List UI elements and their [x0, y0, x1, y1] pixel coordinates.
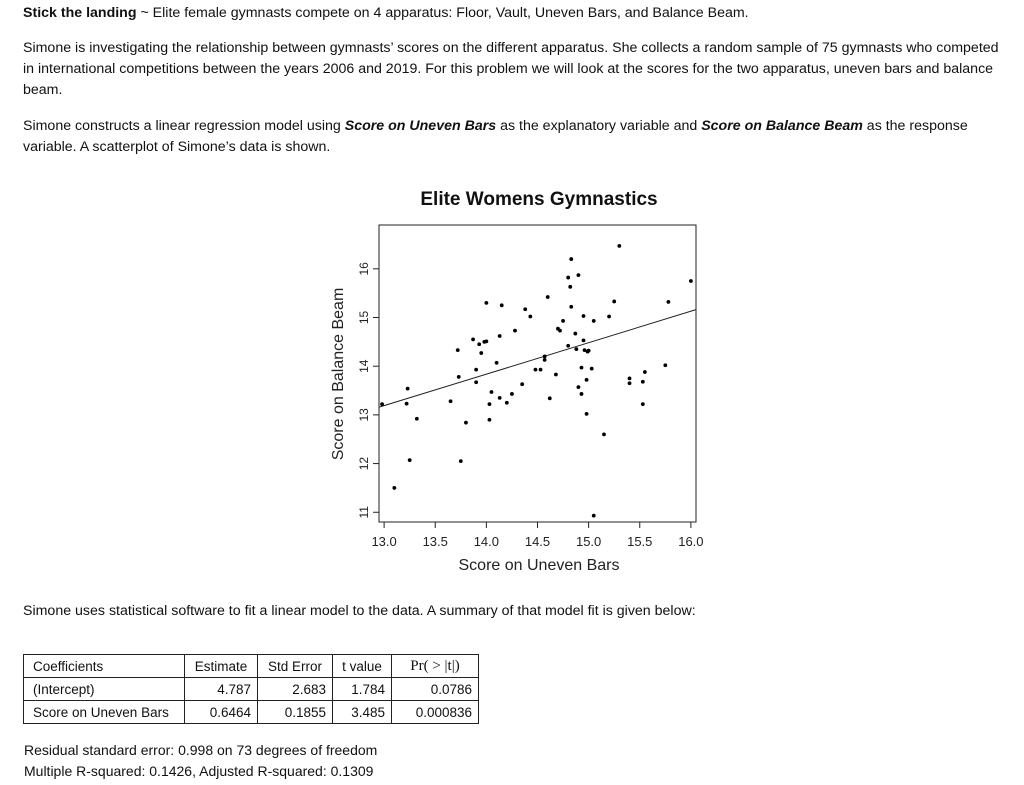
x-tick-label: 13.0 [371, 534, 397, 549]
data-point [408, 458, 412, 462]
header-p-value: Pr( > |t|) [392, 655, 479, 678]
data-point [520, 382, 524, 386]
data-point [566, 276, 570, 280]
data-point [488, 418, 492, 422]
data-point [641, 402, 645, 406]
x-tick-label: 16.0 [678, 534, 704, 549]
data-point [592, 319, 596, 323]
data-point [495, 361, 499, 365]
x-tick-label: 13.5 [422, 534, 448, 549]
data-point [577, 385, 581, 389]
data-point [510, 392, 514, 396]
data-point [585, 412, 589, 416]
data-point [573, 332, 577, 336]
row-label: Score on Uneven Bars [24, 701, 185, 724]
data-point [561, 319, 565, 323]
data-point [582, 338, 586, 342]
data-point [558, 329, 562, 333]
axes [357, 262, 704, 549]
data-point [498, 396, 502, 400]
data-point [574, 347, 578, 351]
data-point [577, 273, 581, 277]
data-point [528, 315, 532, 319]
intro-text: ~ Elite female gymnasts compete on 4 apparatus: Floor, Vault, Uneven Bars, and Balance Beam. [136, 5, 749, 21]
data-point [628, 376, 632, 380]
software-paragraph: Simone uses statistical software to fit a linear model to the data. A summary of that model fit is given below: [23, 603, 696, 619]
table-row [24, 678, 479, 701]
data-point [666, 300, 670, 304]
data-points [380, 244, 693, 518]
y-tick-label: 16 [357, 262, 371, 276]
cell-estimate: 4.787 [185, 678, 258, 701]
data-point [612, 300, 616, 304]
data-point [580, 366, 584, 370]
data-point [459, 459, 463, 463]
cell-p-value: 0.0786 [392, 678, 479, 701]
data-point [602, 432, 606, 436]
coefficients-table [23, 654, 479, 724]
cell-t-value: 1.784 [333, 678, 392, 701]
data-point [582, 314, 586, 318]
table-header-row [24, 655, 479, 678]
data-point [617, 244, 621, 248]
data-point [456, 348, 460, 352]
data-point [513, 329, 517, 333]
data-point [498, 334, 502, 338]
data-point [689, 279, 693, 283]
data-point [548, 396, 552, 400]
cell-std-error: 2.683 [258, 678, 333, 701]
data-point [569, 305, 573, 309]
data-point [500, 303, 504, 307]
cell-p-value: 0.000836 [392, 701, 479, 724]
cell-t-value: 3.485 [333, 701, 392, 724]
x-tick-label: 15.5 [627, 534, 653, 549]
x-tick-label: 14.0 [473, 534, 500, 549]
data-point [643, 370, 647, 374]
x-tick-label: 14.5 [524, 534, 551, 549]
data-point [477, 342, 481, 346]
data-point [569, 257, 573, 261]
header-estimate: Estimate [185, 655, 258, 678]
y-tick-label: 13 [357, 408, 371, 422]
header-coefficients: Coefficients [24, 655, 185, 678]
data-point [474, 368, 478, 372]
x-axis-label: Score on Uneven Bars [458, 557, 620, 574]
response-variable: Score on Balance Beam [701, 118, 863, 134]
data-point [590, 367, 594, 371]
data-point [568, 285, 572, 289]
y-tick-label: 11 [357, 506, 371, 519]
data-point [566, 344, 570, 348]
data-point [585, 378, 589, 382]
data-point [539, 368, 543, 372]
data-point [479, 351, 483, 355]
header-t-value: t value [333, 655, 392, 678]
data-point [628, 381, 632, 385]
data-point [406, 387, 410, 391]
row-label: (Intercept) [24, 678, 185, 701]
residual-standard-error: Residual standard error: 0.998 on 73 degrees of freedom [24, 742, 378, 758]
chart-title: Elite Womens Gymnastics [420, 189, 658, 210]
data-point [592, 514, 596, 518]
data-point [380, 402, 384, 406]
data-point [464, 421, 468, 425]
data-point [474, 380, 478, 384]
data-point [457, 375, 461, 379]
data-point [587, 349, 591, 353]
data-point [534, 368, 538, 372]
cell-std-error: 0.1855 [258, 701, 333, 724]
data-point [580, 392, 584, 396]
plot-frame [379, 225, 696, 522]
data-point [488, 402, 492, 406]
data-point [392, 486, 396, 490]
data-point [543, 355, 547, 359]
y-tick-label: 15 [357, 310, 371, 325]
data-point [523, 307, 527, 311]
cell-estimate: 0.6464 [185, 701, 258, 724]
regression-line [379, 310, 696, 408]
intro-lead: Stick the landing [23, 5, 137, 21]
model-text-2: as the explanatory variable and [496, 118, 702, 134]
data-point [505, 401, 509, 405]
data-point [641, 380, 645, 384]
x-tick-label: 15.0 [575, 534, 602, 549]
data-point [471, 338, 475, 342]
model-text-1: Simone constructs a linear regression model using [23, 118, 345, 134]
r-squared-line: Multiple R-squared: 0.1426, Adjusted R-squared: 0.1309 [24, 763, 374, 779]
data-point [484, 339, 488, 343]
data-point [449, 399, 453, 403]
data-point [663, 363, 667, 367]
y-tick-label: 14 [357, 359, 371, 373]
y-tick-label: 12 [357, 456, 371, 471]
data-point [415, 417, 419, 421]
data-point [405, 402, 409, 406]
table-row [24, 701, 479, 724]
model-text-3: as the response variable. A scatterplot of Simone’s data is shown. [23, 118, 968, 155]
data-point [554, 373, 558, 377]
y-axis-label: Score on Balance Beam [330, 287, 347, 461]
explanatory-variable: Score on Uneven Bars [344, 118, 497, 134]
investigation-paragraph: Simone is investigating the relationship between gymnasts’ scores on the different apparatus. She collects a random sample of 75 gymnasts who competed in international competitions between the years 2006 and 2019. For this problem we will look at the scores for the two apparatus, uneven bars and balance beam. [23, 40, 999, 98]
header-std-error: Std Error [258, 655, 333, 678]
data-point [546, 295, 550, 299]
data-point [484, 301, 488, 305]
data-point [490, 390, 494, 394]
data-point [543, 358, 547, 362]
data-point [607, 315, 611, 319]
